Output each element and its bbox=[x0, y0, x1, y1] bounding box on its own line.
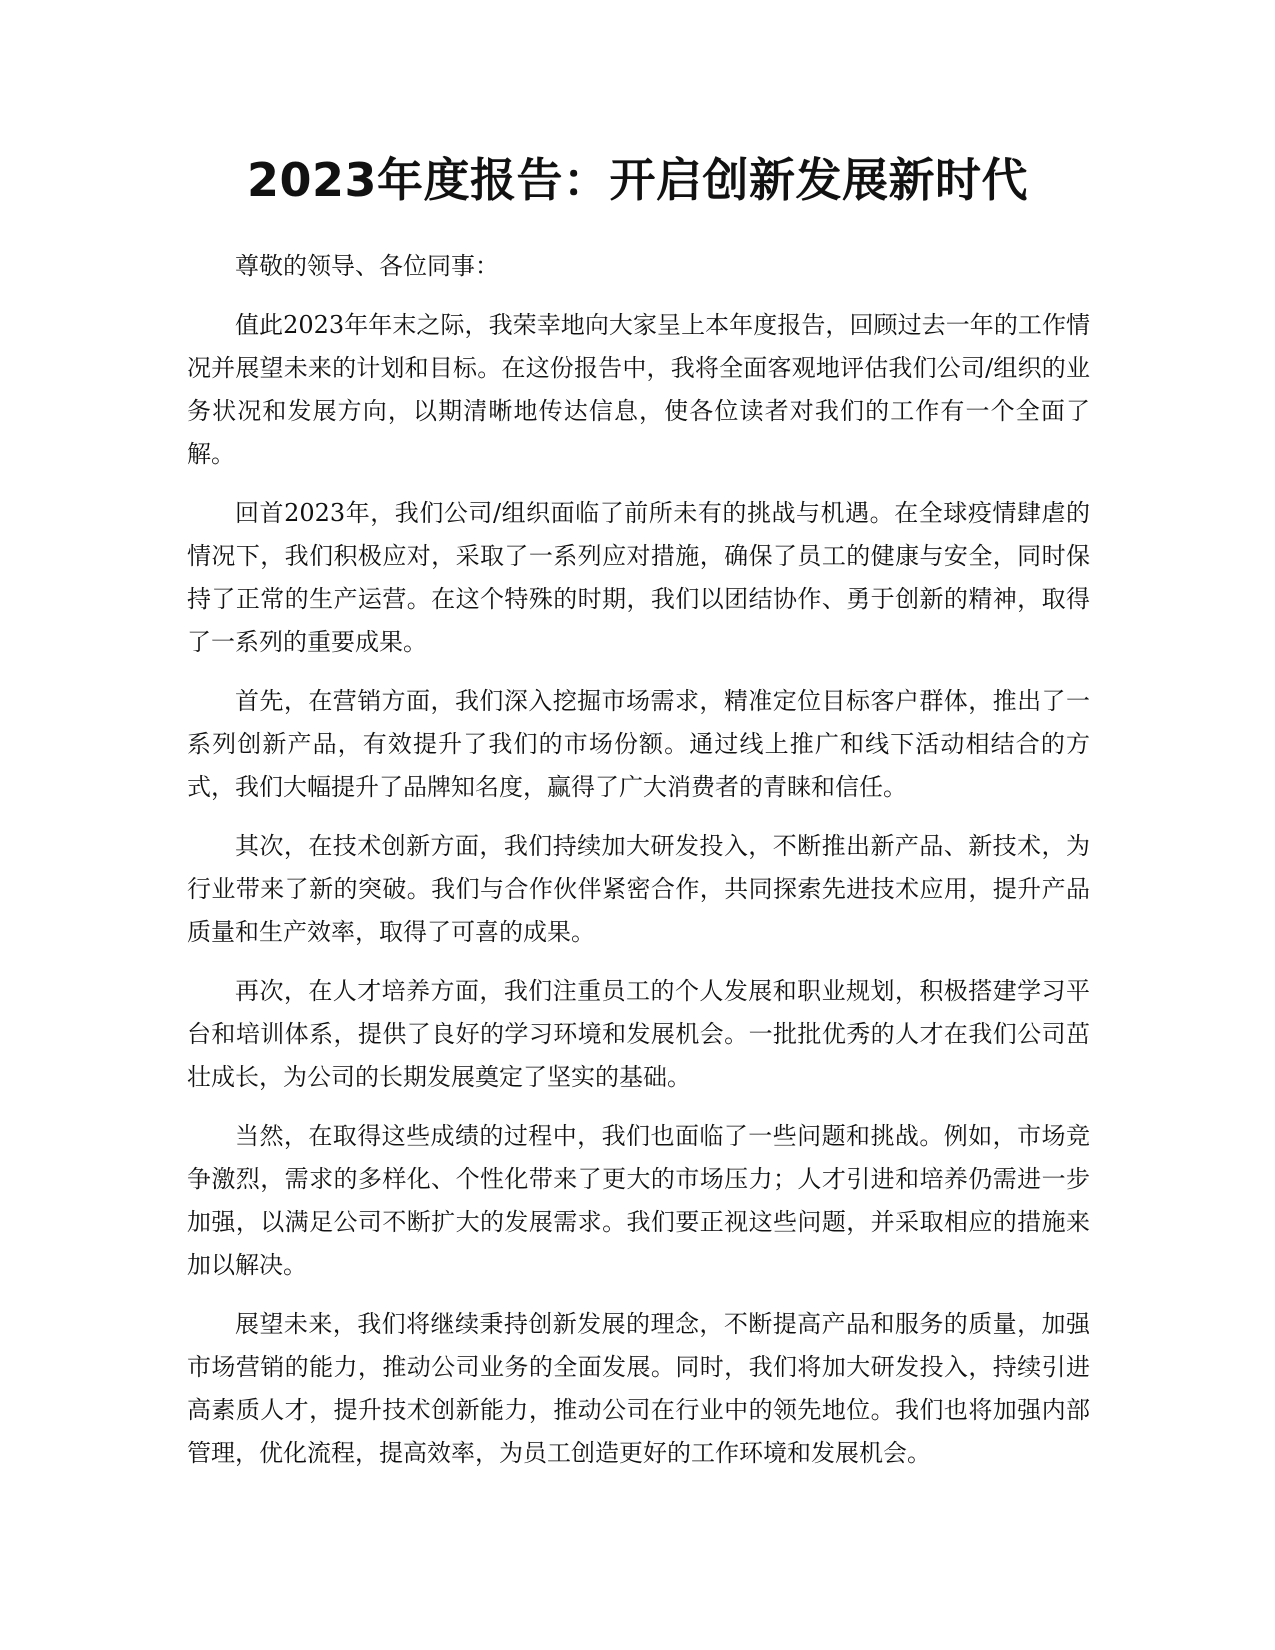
paragraph-introduction: 值此2023年年末之际，我荣幸地向大家呈上本年度报告，回顾过去一年的工作情况并展望未来的计划和目标。在这份报告中，我将全面客观地评估我们公司/组织的业务状况和发展方向，以期清晰地传达信息，使各位读者对我们的工作有一个全面了解。 bbox=[187, 311, 1090, 468]
paragraph-salutation: 尊敬的领导、各位同事： bbox=[235, 252, 499, 280]
document-title: 2023年度报告：开启创新发展新时代 bbox=[246, 153, 1029, 207]
paragraph-technology: 其次，在技术创新方面，我们持续加大研发投入，不断推出新产品、新技术，为行业带来了新的突破。我们与合作伙伴紧密合作，共同探索先进技术应用，提升产品质量和生产效率，取得了可喜的成果。 bbox=[187, 832, 1090, 946]
paragraph-review: 回首2023年，我们公司/组织面临了前所未有的挑战与机遇。在全球疫情肆虐的情况下，我们积极应对，采取了一系列应对措施，确保了员工的健康与安全，同时保持了正常的生产运营。在这个特殊的时期，我们以团结协作、勇于创新的精神，取得了一系列的重要成果。 bbox=[187, 499, 1090, 656]
paragraph-talent: 再次，在人才培养方面，我们注重员工的个人发展和职业规划，积极搭建学习平台和培训体系，提供了良好的学习环境和发展机会。一批批优秀的人才在我们公司茁壮成长，为公司的长期发展奠定了坚实的基础。 bbox=[187, 977, 1090, 1091]
document-body bbox=[187, 245, 1090, 1491]
paragraph-challenges: 当然，在取得这些成绩的过程中，我们也面临了一些问题和挑战。例如，市场竞争激烈，需求的多样化、个性化带来了更大的市场压力；人才引进和培养仍需进一步加强，以满足公司不断扩大的发展需求。我们要正视这些问题，并采取相应的措施来加以解决。 bbox=[187, 1122, 1090, 1279]
paragraph-marketing: 首先，在营销方面，我们深入挖掘市场需求，精准定位目标客户群体，推出了一系列创新产品，有效提升了我们的市场份额。通过线上推广和线下活动相结合的方式，我们大幅提升了品牌知名度，赢得了广大消费者的青睐和信任。 bbox=[187, 687, 1090, 801]
paragraph-outlook: 展望未来，我们将继续秉持创新发展的理念，不断提高产品和服务的质量，加强市场营销的能力，推动公司业务的全面发展。同时，我们将加大研发投入，持续引进高素质人才，提升技术创新能力，推动公司在行业中的领先地位。我们也将加强内部管理，优化流程，提高效率，为员工创造更好的工作环境和发展机会。 bbox=[187, 1310, 1090, 1467]
